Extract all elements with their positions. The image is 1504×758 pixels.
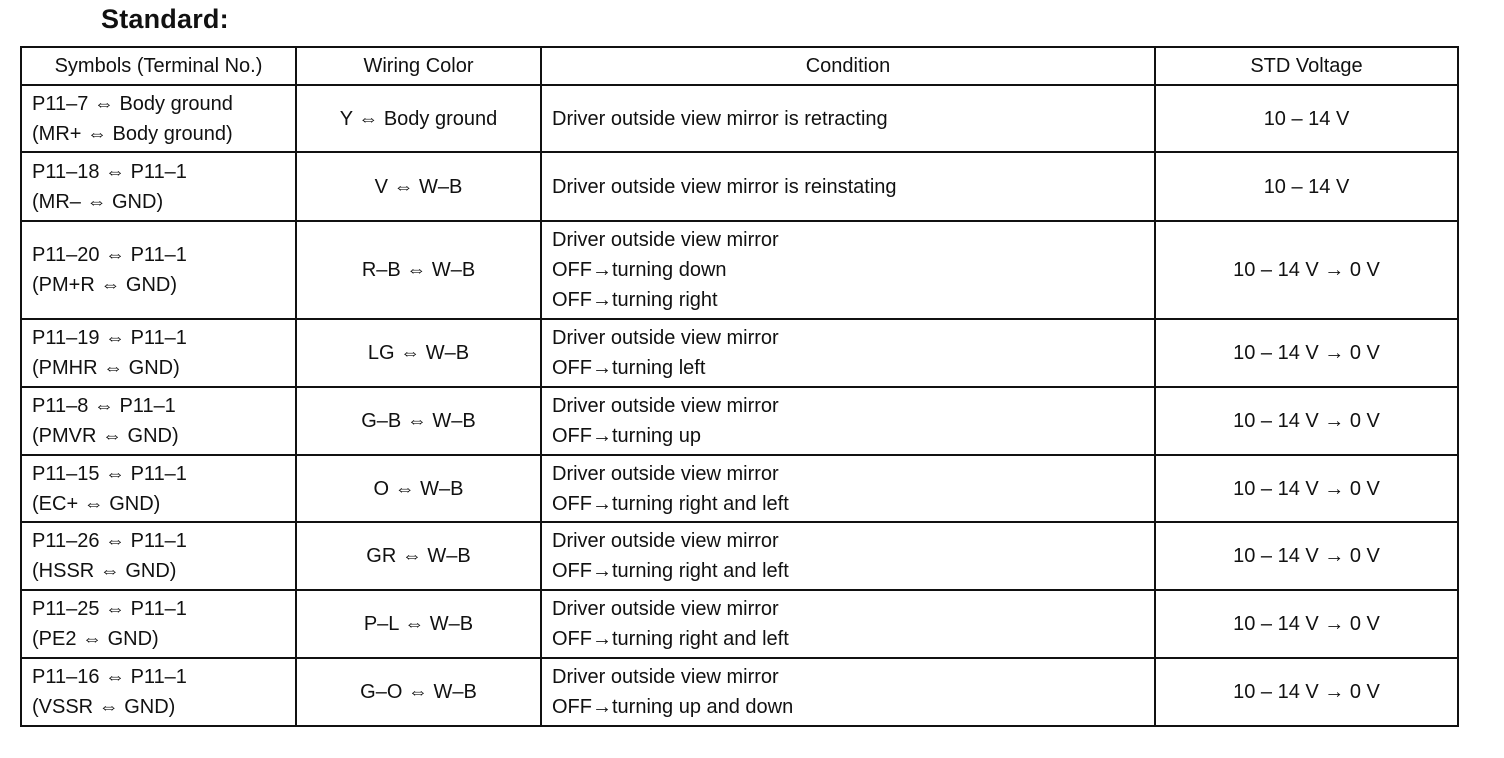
- header-std-voltage: STD Voltage: [1155, 47, 1458, 85]
- terminal-symbol: (PE2 ⇔ GND): [32, 628, 159, 650]
- wiring-color-cell: G–B ⇔ W–B: [296, 387, 541, 455]
- terminal-symbol: (HSSR ⇔ GND): [32, 560, 177, 582]
- terminal-cell: [21, 522, 296, 590]
- condition-cell: [541, 522, 1155, 590]
- header-symbols: Symbols (Terminal No.): [21, 47, 296, 85]
- terminal-label: P11–19 ⇔ P11–1: [32, 327, 187, 349]
- wiring-color-cell: LG ⇔ W–B: [296, 319, 541, 387]
- terminal-label: P11–15 ⇔ P11–1: [32, 462, 187, 485]
- voltage-cell: 10 – 14 V → 0 V: [1155, 455, 1458, 522]
- table-row: [21, 85, 1458, 152]
- condition-line: Driver outside view mirror: [552, 229, 779, 251]
- terminal-symbol: (PM+R ⇔ GND): [32, 274, 177, 296]
- voltage-cell: 10 – 14 V → 0 V: [1155, 387, 1458, 455]
- condition-line: Driver outside view mirror: [552, 530, 779, 552]
- terminal-symbol: (VSSR ⇔ GND): [32, 696, 176, 718]
- terminal-label: P11–20 ⇔ P11–1: [32, 244, 187, 266]
- wiring-color-cell: R–B ⇔ W–B: [296, 221, 541, 319]
- voltage-cell: 10 – 14 V → 0 V: [1155, 319, 1458, 387]
- terminal-cell: [21, 455, 296, 522]
- terminal-label: P11–26 ⇔ P11–1: [32, 530, 187, 552]
- terminal-symbol: (PMVR ⇔ GND): [32, 425, 179, 447]
- voltage-cell: 10 – 14 V → 0 V: [1155, 590, 1458, 658]
- condition-line: OFF→turning up: [552, 425, 701, 447]
- condition-line: OFF→turning left: [552, 357, 706, 379]
- condition-line: Driver outside view mirror: [552, 462, 779, 485]
- terminal-label: P11–25 ⇔ P11–1: [32, 598, 187, 620]
- condition-line: OFF→turning down: [552, 259, 727, 281]
- wiring-color-cell: G–O ⇔ W–B: [296, 658, 541, 726]
- wiring-color-cell: GR ⇔ W–B: [296, 522, 541, 590]
- terminal-cell: [21, 590, 296, 658]
- condition-cell: [541, 455, 1155, 522]
- table-row: [21, 221, 1458, 319]
- wiring-color-cell: P–L ⇔ W–B: [296, 590, 541, 658]
- condition-cell: [541, 152, 1155, 221]
- terminal-symbol: (MR+ ⇔ Body ground): [32, 122, 233, 145]
- table-row: [21, 319, 1458, 387]
- table-row: [21, 387, 1458, 455]
- terminal-label: P11–18 ⇔ P11–1: [32, 160, 187, 183]
- terminal-cell: [21, 221, 296, 319]
- wiring-color-cell: Y ⇔ Body ground: [296, 85, 541, 152]
- table-row: [21, 455, 1458, 522]
- condition-line: Driver outside view mirror is reinstating: [552, 175, 897, 198]
- terminal-symbol: (MR– ⇔ GND): [32, 190, 164, 213]
- condition-line: Driver outside view mirror: [552, 598, 779, 620]
- terminal-label: P11–16 ⇔ P11–1: [32, 666, 187, 688]
- table-header-row: [21, 47, 1458, 85]
- condition-line: Driver outside view mirror: [552, 395, 779, 417]
- voltage-cell: 10 – 14 V → 0 V: [1155, 658, 1458, 726]
- condition-cell: [541, 387, 1155, 455]
- terminal-symbol: (EC+ ⇔ GND): [32, 492, 161, 515]
- condition-cell: [541, 85, 1155, 152]
- table-row: [21, 590, 1458, 658]
- terminal-label: P11–8 ⇔ P11–1: [32, 395, 176, 417]
- terminal-cell: [21, 658, 296, 726]
- terminal-symbol: (PMHR ⇔ GND): [32, 357, 180, 379]
- table-row: [21, 522, 1458, 590]
- condition-cell: [541, 658, 1155, 726]
- wiring-color-cell: O ⇔ W–B: [296, 455, 541, 522]
- condition-line: Driver outside view mirror is retracting: [552, 107, 888, 130]
- condition-line: Driver outside view mirror: [552, 327, 779, 349]
- condition-line: OFF→turning right and left: [552, 492, 789, 515]
- wiring-color-cell: V ⇔ W–B: [296, 152, 541, 221]
- terminal-cell: [21, 85, 296, 152]
- table-row: [21, 152, 1458, 221]
- condition-cell: [541, 319, 1155, 387]
- terminal-label: P11–7 ⇔ Body ground: [32, 92, 233, 115]
- header-wiring-color: Wiring Color: [296, 47, 541, 85]
- condition-cell: [541, 590, 1155, 658]
- voltage-cell: 10 – 14 V → 0 V: [1155, 522, 1458, 590]
- condition-line: OFF→turning up and down: [552, 696, 794, 718]
- condition-cell: [541, 221, 1155, 319]
- standard-voltage-table: [20, 46, 1459, 727]
- section-title: Standard:: [101, 4, 229, 34]
- terminal-cell: [21, 152, 296, 221]
- voltage-cell: 10 – 14 V: [1155, 85, 1458, 152]
- condition-line: OFF→turning right and left: [552, 628, 789, 650]
- table-row: [21, 658, 1458, 726]
- condition-line: Driver outside view mirror: [552, 666, 779, 688]
- terminal-cell: [21, 387, 296, 455]
- voltage-cell: 10 – 14 V → 0 V: [1155, 221, 1458, 319]
- condition-line: OFF→turning right and left: [552, 560, 789, 582]
- condition-line: OFF→turning right: [552, 289, 718, 311]
- voltage-cell: 10 – 14 V: [1155, 152, 1458, 221]
- terminal-cell: [21, 319, 296, 387]
- header-condition: Condition: [541, 47, 1155, 85]
